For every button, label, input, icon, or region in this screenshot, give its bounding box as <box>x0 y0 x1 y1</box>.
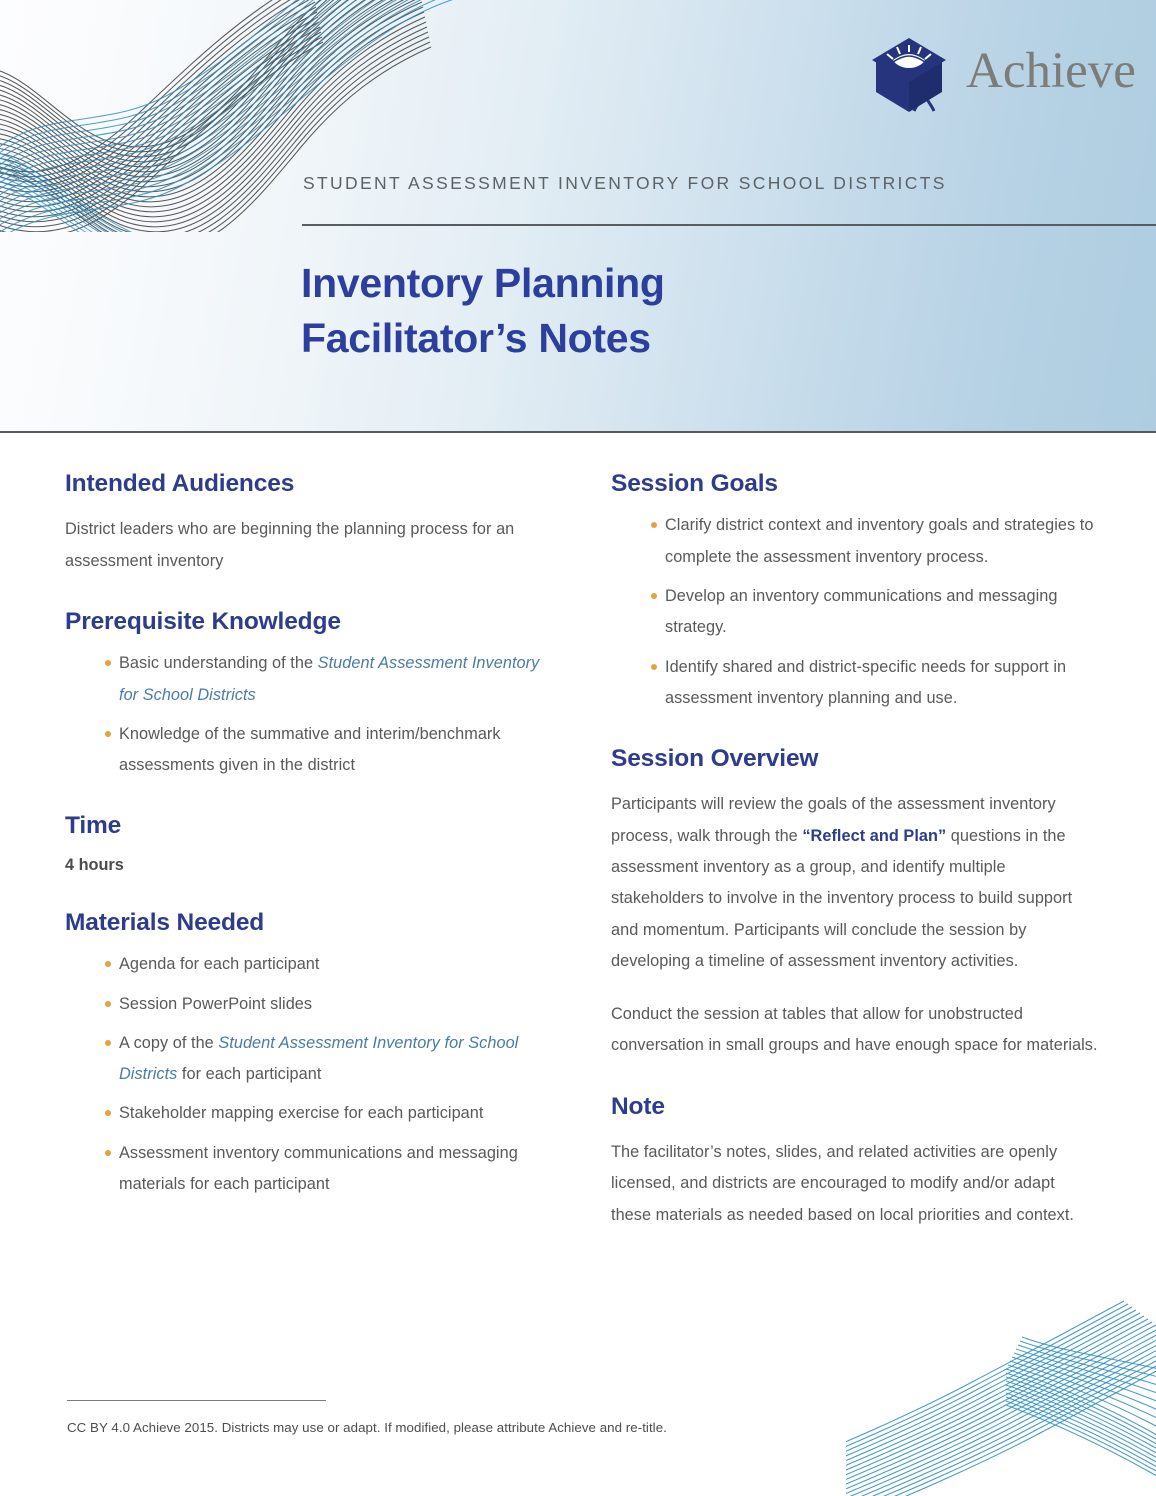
section-heading-materials-needed: Materials Needed <box>65 908 265 936</box>
list-item <box>65 1138 557 1201</box>
materials-needed-list <box>65 949 557 1200</box>
list-item-text: Session PowerPoint slides <box>119 994 313 1013</box>
section-heading-session-overview: Session Overview <box>611 745 819 773</box>
list-item <box>65 648 557 711</box>
section-prerequisite-knowledge <box>65 607 557 782</box>
list-item <box>65 989 557 1020</box>
section-heading-intended-audiences: Intended Audiences <box>65 470 295 497</box>
achieve-logo <box>868 28 1136 120</box>
logo-wordmark: Achieve <box>966 42 1136 99</box>
document-header-band <box>0 0 1156 433</box>
list-item-text: A copy of the <box>119 1033 219 1052</box>
list-item-text: Clarify district context and inventory goals and strategies to complete the assessment inventory process. <box>665 516 1094 566</box>
header-divider-rule <box>302 224 1156 226</box>
section-note <box>611 1092 1099 1231</box>
list-item <box>611 652 1099 715</box>
list-item-text: Identify shared and district-specific needs for support in assessment inventory planning and use. <box>665 657 1067 707</box>
list-item-text: Assessment inventory communications and messaging materials for each participant <box>119 1143 518 1193</box>
list-item-text: Stakeholder mapping exercise for each participant <box>119 1104 484 1123</box>
prerequisite-knowledge-list <box>65 648 557 781</box>
list-item <box>611 510 1099 573</box>
section-session-overview <box>611 744 1099 1062</box>
session-goals-list <box>611 510 1099 714</box>
list-item-text-tail: for each participant <box>177 1065 322 1084</box>
page-title <box>301 256 665 365</box>
footer-license-text: CC BY 4.0 Achieve 2015. Districts may use or adapt. If modified, please attribute Achieve and re-title. <box>67 1420 667 1435</box>
page-title-line-1: Inventory Planning <box>301 260 665 306</box>
section-heading-time: Time <box>65 812 122 840</box>
session-overview-p1-post: questions in the assessment inventory as a group, and identify multiple stakeholders to involve in the inventory process to build support and momentum. Participants will conclude the session by developing a timeline of assessment inventory activities. <box>611 826 1073 970</box>
footer-divider-rule <box>67 1400 326 1401</box>
list-item <box>65 1028 557 1091</box>
list-item <box>611 581 1099 644</box>
section-heading-note: Note <box>611 1092 665 1120</box>
section-materials-needed <box>65 908 557 1200</box>
list-item-cited-title: Student Assessment Inventory for School Districts <box>119 1033 519 1084</box>
left-column <box>65 469 557 1200</box>
right-column <box>611 469 1099 1231</box>
eyebrow-kicker: STUDENT ASSESSMENT INVENTORY FOR SCHOOL DISTRICTS <box>303 173 947 193</box>
session-overview-paragraph-1 <box>611 789 1099 977</box>
list-item <box>65 719 557 782</box>
list-item-text: Develop an inventory communications and messaging strategy. <box>665 586 1058 637</box>
section-intended-audiences <box>65 469 557 577</box>
session-overview-p1-pre: Participants will review the goals of the assessment inventory process, walk through the <box>611 795 1056 845</box>
reflect-and-plan-emphasis: “Reflect and Plan” <box>802 826 947 845</box>
session-overview-paragraph-2: Conduct the session at tables that allow for unobstructed conversation in small groups and have enough space for materials. <box>611 1005 1098 1055</box>
document-body <box>0 433 1156 1496</box>
section-session-goals <box>611 469 1099 714</box>
intended-audiences-paragraph: District leaders who are beginning the planning process for an assessment inventory <box>65 520 515 570</box>
section-time <box>65 811 557 877</box>
page-title-line-2: Facilitator’s Notes <box>301 314 651 361</box>
list-item <box>65 949 557 980</box>
list-item-cited-title: Student Assessment Inventory for School Districts <box>119 654 540 704</box>
note-paragraph: The facilitator’s notes, slides, and related activities are openly licensed, and districts are encouraged to modify and/or adapt these materials as needed based on local priorities and context. <box>611 1143 1074 1224</box>
section-heading-prerequisite-knowledge: Prerequisite Knowledge <box>65 607 341 635</box>
list-item-text: Basic understanding of the <box>119 654 318 673</box>
section-heading-session-goals: Session Goals <box>611 470 778 497</box>
list-item <box>65 1098 557 1129</box>
time-value: 4 hours <box>65 855 124 874</box>
list-item-text: Knowledge of the summative and interim/benchmark assessments given in the district <box>119 724 501 775</box>
decorative-ribbon-artwork-top-left <box>0 0 500 232</box>
list-item-text: Agenda for each participant <box>119 955 320 974</box>
graduation-cap-logo-icon <box>868 32 950 116</box>
